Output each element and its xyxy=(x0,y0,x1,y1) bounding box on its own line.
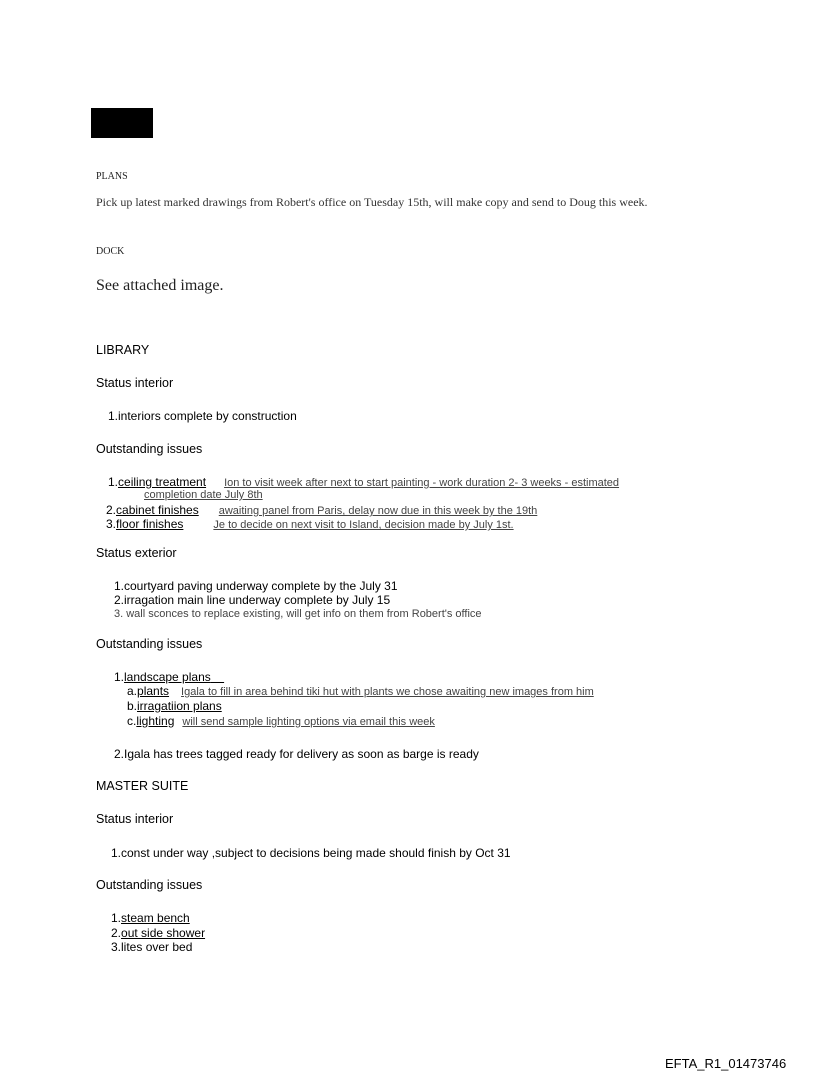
issue-detail: awaiting panel from Paris, delay now due in this week by the 19th xyxy=(218,505,538,517)
issue-label-floor-finishes: floor finishes xyxy=(116,517,184,531)
library-trees-item: 2.Igala has trees tagged ready for delivery as soon as barge is ready xyxy=(114,747,479,761)
master-outstanding-heading: Outstanding issues xyxy=(96,878,203,892)
library-outstanding-heading-2: Outstanding issues xyxy=(96,637,203,651)
library-exterior-item-2: 2.irragation main line underway complete by July 15 xyxy=(114,593,391,607)
sub-label-irragation-plans: irragatiion plans xyxy=(137,699,222,713)
master-issue-3 xyxy=(111,940,192,954)
issue-label-ceiling-treatment: ceiling treatment xyxy=(118,475,207,489)
sub-detail: Igala to fill in area behind tiki hut with plants we chose awaiting new images from him xyxy=(181,686,594,698)
issue-number: 2. xyxy=(106,503,117,517)
library-status-interior: Status interior xyxy=(96,376,174,390)
landscape-sub-c xyxy=(127,714,435,728)
issue-label-out-side-shower: out side shower xyxy=(121,926,206,940)
master-issue-2 xyxy=(111,926,205,940)
master-issue-1 xyxy=(111,911,190,925)
issue-detail: Je to decide on next visit to Island, decision made by July 1st. xyxy=(213,519,514,531)
library-issue-2 xyxy=(106,503,537,517)
dock-text: See attached image. xyxy=(96,277,224,294)
document-id-footer: EFTA_R1_01473746 xyxy=(665,1056,787,1071)
landscape-plans-label: landscape plans xyxy=(124,670,211,684)
master-status-interior: Status interior xyxy=(96,812,174,826)
library-exterior-item-1: 1.courtyard paving underway complete by the July 31 xyxy=(114,579,398,593)
library-status-exterior: Status exterior xyxy=(96,546,177,560)
sub-label-plants: plants xyxy=(137,684,170,698)
issue-number: 3. xyxy=(106,517,117,531)
library-heading: LIBRARY xyxy=(96,343,150,357)
issue-label-cabinet-finishes: cabinet finishes xyxy=(116,503,199,517)
library-issue-1 xyxy=(108,475,619,489)
sub-letter: c. xyxy=(127,714,137,728)
master-suite-heading: MASTER SUITE xyxy=(96,779,189,793)
master-interior-item: 1.const under way ,subject to decisions being made should finish by Oct 31 xyxy=(111,846,511,860)
landscape-sub-a xyxy=(127,684,594,698)
issue-label-lites-over-bed: lites over bed xyxy=(121,940,193,954)
sub-letter: b. xyxy=(127,699,138,713)
sub-detail: will send sample lighting options via email this week xyxy=(182,716,435,728)
issue-detail: Ion to visit week after next to start painting - work duration 2- 3 weeks - estimated xyxy=(224,477,620,489)
issue-number: 1. xyxy=(108,475,119,489)
issue-number: 2. xyxy=(111,926,122,940)
issue-number: 1. xyxy=(114,670,125,684)
library-exterior-item-3: 3. wall sconces to replace existing, will get info on them from Robert's office xyxy=(114,608,482,620)
redaction-box xyxy=(91,108,153,138)
sub-label-lighting: lighting xyxy=(136,714,175,728)
plans-heading: PLANS xyxy=(96,171,128,182)
library-interior-item: 1.interiors complete by construction xyxy=(108,409,297,423)
issue-label-steam-bench: steam bench xyxy=(121,911,190,925)
landscape-sub-b xyxy=(127,699,222,713)
library-issue-1-detail-cont: completion date July 8th xyxy=(144,489,263,501)
library-issue-3 xyxy=(106,517,514,531)
plans-text: Pick up latest marked drawings from Robert's office on Tuesday 15th, will make copy and send to Doug this week. xyxy=(96,195,648,209)
dock-heading: DOCK xyxy=(96,246,125,257)
sub-letter: a. xyxy=(127,684,138,698)
issue-number: 3. xyxy=(111,940,122,954)
issue-number: 1. xyxy=(111,911,122,925)
landscape-plans-item xyxy=(114,670,224,684)
library-outstanding-heading: Outstanding issues xyxy=(96,442,203,456)
